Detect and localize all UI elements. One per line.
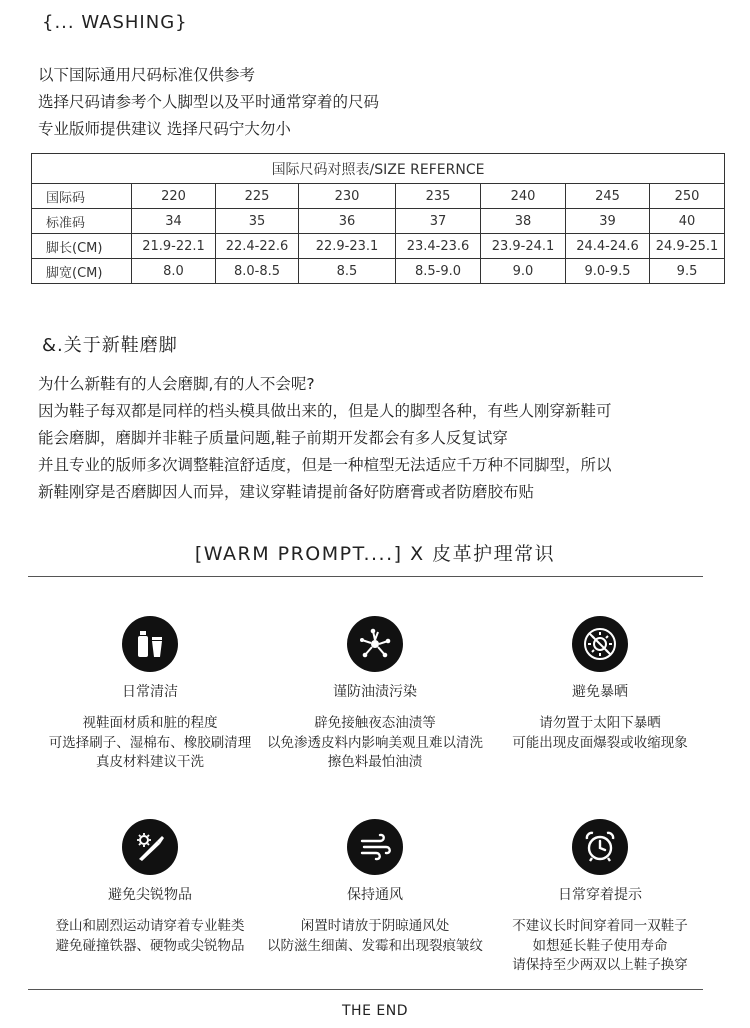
care-item-title: 保持通风	[347, 887, 403, 903]
care-item-wearing	[475, 819, 725, 976]
row-header: 脚宽(CM)	[32, 259, 132, 284]
alarm-clock-icon	[572, 819, 628, 875]
table-cell: 225	[216, 184, 299, 209]
warm-prompt-heading: [WARM PROMPT....] X 皮革护理常识	[194, 543, 556, 565]
care-item-description	[475, 917, 725, 976]
divider	[28, 576, 703, 577]
new-shoe-section-title: &.关于新鞋磨脚	[42, 335, 178, 356]
sun-blocked-icon	[572, 616, 628, 672]
care-item-description	[250, 714, 500, 773]
care-item-description	[25, 917, 275, 956]
table-cell: 8.0-8.5	[216, 259, 299, 284]
care-item-title: 谨防油渍污染	[333, 684, 417, 700]
size-table-caption: 国际尺码对照表/SIZE REFERNCE	[32, 154, 725, 184]
care-item-title: 避免尖锐物品	[108, 887, 192, 903]
end-label: THE END	[342, 1003, 408, 1019]
intro-paragraph	[38, 62, 379, 143]
paragraph-line: 因为鞋子每双都是同样的档头模具做出来的，但是人的脚型各种，有些人刚穿新鞋可	[38, 402, 612, 420]
care-item-title: 避免暴晒	[572, 684, 628, 700]
row-header: 标准码	[32, 209, 132, 234]
care-item-title: 日常清洁	[122, 684, 178, 700]
table-cell: 39	[566, 209, 650, 234]
description-line: 登山和剧烈运动请穿着专业鞋类	[55, 918, 245, 934]
divider	[28, 989, 703, 990]
table-cell: 8.5-9.0	[396, 259, 481, 284]
table-cell: 9.5	[650, 259, 725, 284]
new-shoe-paragraph	[38, 371, 612, 506]
care-item-cleaning	[25, 616, 275, 773]
row-header: 脚长(CM)	[32, 234, 132, 259]
intro-line: 选择尺码请参考个人脚型以及平时通常穿着的尺码	[38, 93, 380, 111]
intro-line: 以下国际通用尺码标准仅供参考	[38, 66, 256, 84]
description-line: 视鞋面材质和脏的程度	[82, 715, 218, 731]
care-item-ventilation	[250, 819, 500, 956]
oil-splash-icon	[347, 616, 403, 672]
care-item-title: 日常穿着提示	[558, 887, 642, 903]
description-line: 以防滋生细菌、发霉和出现裂痕皱纹	[267, 937, 483, 954]
table-cell: 38	[481, 209, 566, 234]
table-cell: 8.0	[132, 259, 216, 284]
description-line: 如想延长鞋子使用寿命	[532, 937, 668, 954]
table-cell: 220	[132, 184, 216, 209]
table-row	[32, 209, 725, 234]
description-line: 真皮材料建议干洗	[96, 754, 204, 770]
table-cell: 23.4-23.6	[396, 234, 481, 259]
table-cell: 8.5	[299, 259, 396, 284]
table-cell: 34	[132, 209, 216, 234]
wind-icon	[347, 819, 403, 875]
care-item-description	[475, 714, 725, 753]
care-item-oil	[250, 616, 500, 773]
table-cell: 22.9-23.1	[299, 234, 396, 259]
table-cell: 22.4-22.6	[216, 234, 299, 259]
care-item-description	[250, 917, 500, 956]
table-cell: 35	[216, 209, 299, 234]
table-cell: 36	[299, 209, 396, 234]
table-row	[32, 259, 725, 284]
paragraph-line: 并且专业的版师多次调整鞋渲舒适度，但是一种楦型无法适应千万种不同脚型，所以	[38, 456, 612, 474]
table-row	[32, 184, 725, 209]
table-cell: 230	[299, 184, 396, 209]
size-reference-table	[31, 153, 725, 284]
intro-line: 专业版师提供建议 选择尺码宁大勿小	[38, 120, 291, 138]
table-cell: 240	[481, 184, 566, 209]
description-line: 不建议长时间穿着同一双鞋子	[512, 918, 688, 934]
paragraph-line: 能会磨脚，磨脚并非鞋子质量问题,鞋子前期开发都会有多人反复试穿	[38, 429, 508, 447]
description-line: 可选择刷子、湿棉布、橡胶刷清理	[48, 734, 252, 751]
table-cell: 37	[396, 209, 481, 234]
care-item-sun	[475, 616, 725, 753]
description-line: 辟免接触夜态油渍等	[314, 715, 436, 731]
table-cell: 250	[650, 184, 725, 209]
description-line: 擦色料最怕油渍	[327, 754, 423, 770]
table-cell: 245	[566, 184, 650, 209]
table-cell: 40	[650, 209, 725, 234]
description-line: 请勿置于太阳下暴晒	[539, 715, 661, 731]
care-item-description	[25, 714, 275, 773]
table-cell: 235	[396, 184, 481, 209]
description-line: 避免碰撞铁器、硬物或尖锐物品	[55, 937, 245, 954]
table-cell: 23.9-24.1	[481, 234, 566, 259]
washing-section-title: {... WASHING}	[42, 12, 188, 33]
description-line: 可能出现皮面爆裂或收缩现象	[512, 734, 688, 751]
table-cell: 24.9-25.1	[650, 234, 725, 259]
description-line: 闲置时请放于阴晾通风处	[300, 918, 450, 934]
table-row	[32, 234, 725, 259]
row-header: 国际码	[32, 184, 132, 209]
table-cell: 9.0	[481, 259, 566, 284]
paragraph-line: 为什么新鞋有的人会磨脚,有的人不会呢?	[38, 375, 315, 393]
paragraph-line: 新鞋刚穿是否磨脚因人而异，建议穿鞋请提前备好防磨膏或者防磨胶布贴	[38, 483, 535, 501]
cleaning-bottles-icon	[122, 616, 178, 672]
care-item-sharp	[25, 819, 275, 956]
description-line: 请保持至少两双以上鞋子换穿	[512, 957, 688, 973]
table-cell: 24.4-24.6	[566, 234, 650, 259]
description-line: 以免渗透皮料内影响美观且难以清洗	[267, 734, 483, 751]
table-cell: 21.9-22.1	[132, 234, 216, 259]
table-cell: 9.0-9.5	[566, 259, 650, 284]
sharp-tool-icon	[122, 819, 178, 875]
